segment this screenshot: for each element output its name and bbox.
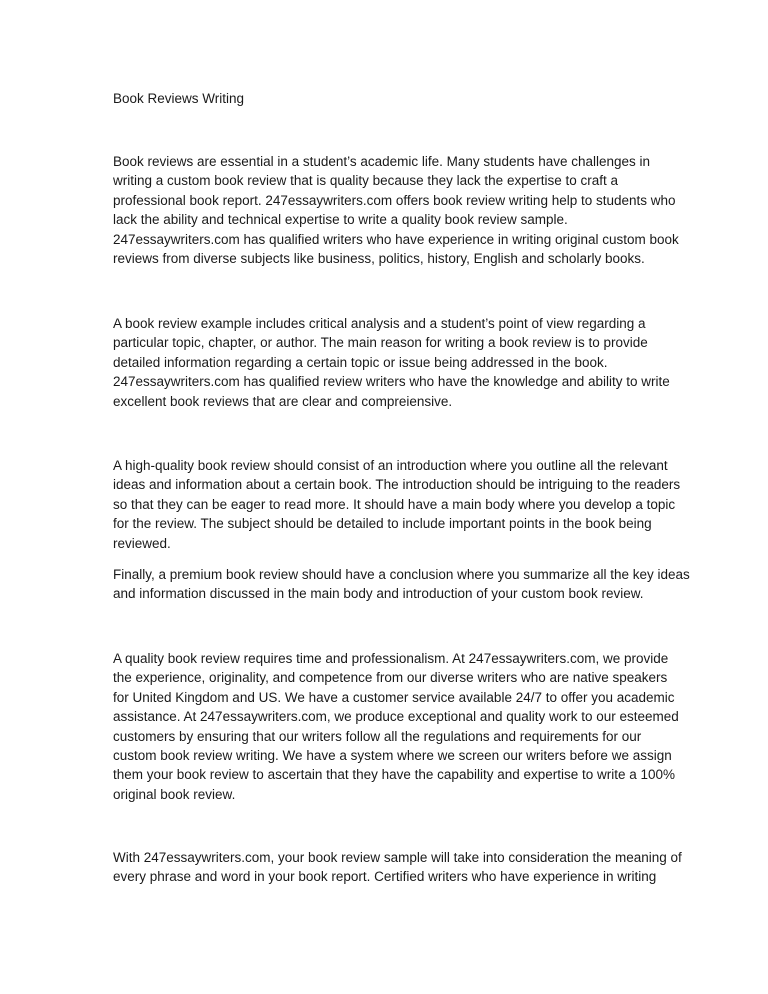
text-line: assistance. At 247essaywriters.com, we produce exceptional and quality work to our esteemed	[113, 709, 679, 725]
text-line: 247essaywriters.com has qualified writers who have experience in writing original custom book	[113, 231, 679, 247]
paragraph-high-quality	[113, 456, 681, 553]
text-line: so that they can be eager to read more. It should have a main body where you develop a topic	[113, 496, 676, 512]
paragraph-closing	[113, 848, 682, 887]
text-line: particular topic, chapter, or author. The main reason for writing a book review is to provide	[113, 335, 648, 351]
text-line: reviews from diverse subjects like business, politics, history, English and scholarly books.	[113, 251, 645, 267]
text-line: customers by ensuring that our writers follow all the regulations and requirements for our	[113, 728, 642, 744]
document-title: Book Reviews Writing	[113, 91, 245, 106]
text-line: them your book review to ascertain that they have the capability and expertise to write a 100%	[113, 767, 676, 783]
text-line: for United Kingdom and US. We have a customer service available 24/7 to offer you academic	[113, 689, 675, 705]
text-line: the experience, originality, and competence from our diverse writers who are native speakers	[113, 670, 668, 686]
text-line: professional book report. 247essaywriters.com offers book review writing help to students who	[113, 192, 676, 208]
text-line: A high-quality book review should consist of an introduction where you outline all the relevant	[113, 458, 668, 473]
text-line: 247essaywriters.com has qualified review writers who have the knowledge and ability to write	[113, 374, 670, 390]
text-line: A book review example includes critical analysis and a student’s point of view regarding a	[113, 316, 646, 331]
text-line: original book review.	[113, 786, 236, 802]
text-line: lack the ability and technical expertise to write a quality book review sample.	[113, 212, 568, 228]
text-line: and information discussed in the main body and introduction of your custom book review.	[113, 586, 644, 602]
text-line: ideas and information about a certain book. The introduction should be intriguing to the readers	[113, 477, 681, 493]
text-line: A quality book review requires time and professionalism. At 247essaywriters.com, we provide	[113, 651, 669, 666]
text-line: Book reviews are essential in a student’s academic life. Many students have challenges in	[113, 154, 651, 169]
text-line: With 247essaywriters.com, your book review sample will take into consideration the meaning of	[113, 850, 682, 865]
text-line: for the review. The subject should be detailed to include important points in the book being	[113, 516, 652, 532]
text-line: every phrase and word in your book report. Certified writers who have experience in writing	[113, 869, 657, 885]
text-line: writing a custom book review that is quality because they lack the expertise to craft a	[113, 173, 618, 189]
text-line: custom book review writing. We have a system where we screen our writers before we assign	[113, 748, 672, 764]
paragraph-intro	[113, 152, 679, 268]
text-line: Finally, a premium book review should have a conclusion where you summarize all the key ideas	[113, 567, 690, 582]
text-line: excellent book reviews that are clear and compreiensive.	[113, 393, 453, 409]
text-line: detailed information regarding a certain topic or issue being addressed in the book.	[113, 354, 608, 370]
paragraph-conclusion	[113, 565, 690, 604]
paragraph-quality-service	[113, 649, 679, 804]
paragraph-review-example	[113, 314, 673, 411]
text-line: reviewed.	[113, 535, 171, 551]
